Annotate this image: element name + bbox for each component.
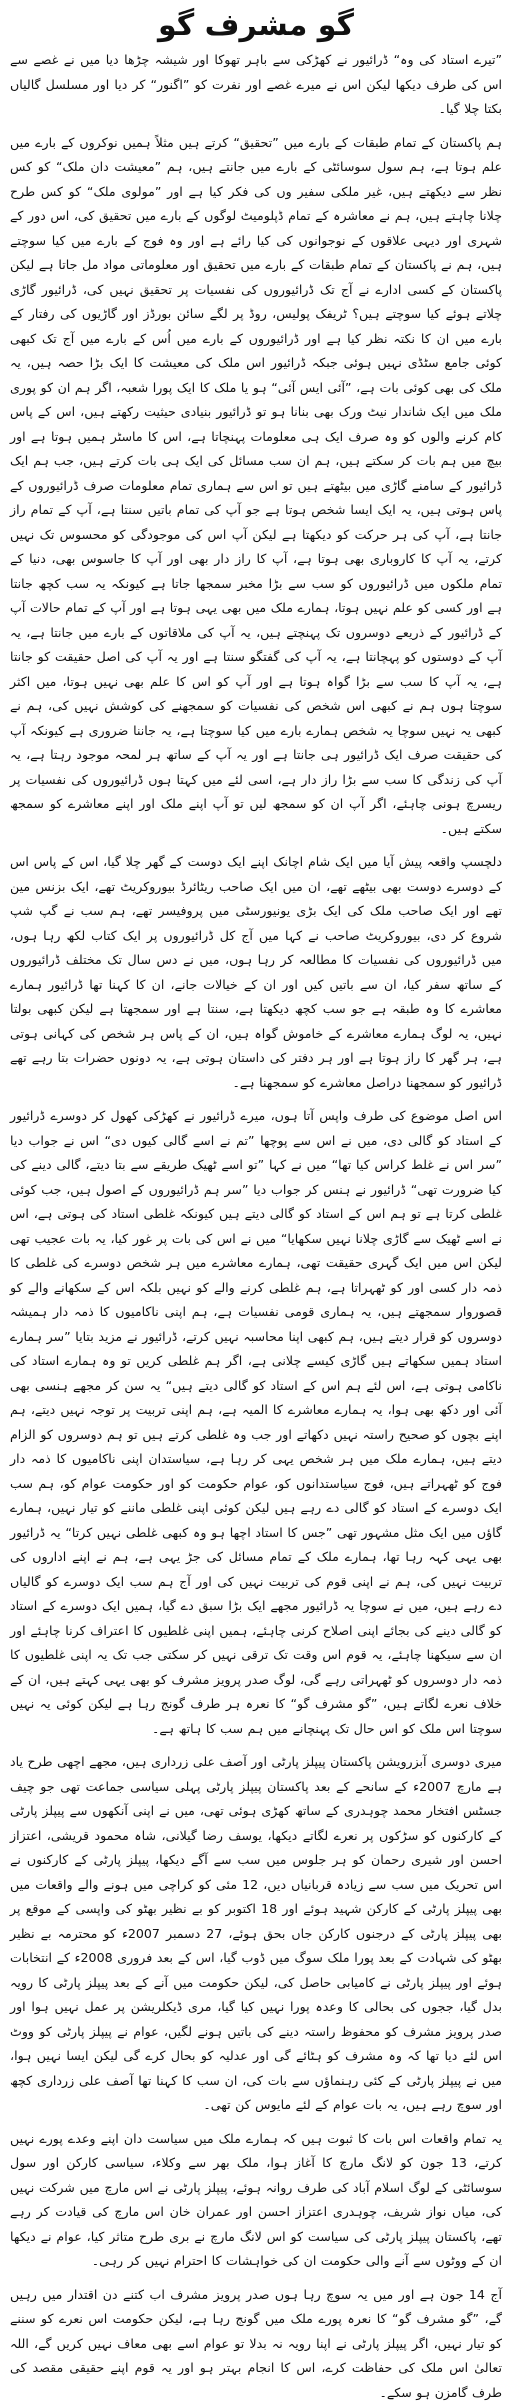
article-paragraph: میری دوسری آبزرویشن پاکستان پیپلز پارٹی اور آصف علی زرداری ہیں، مجھے اچھی طرح یاد ہے مارچ 2007ء کے سانحے کے بعد پاکستان پیپلز پارٹی پہلی سیاسی جماعت تھی جو چیف جسٹس افتخار محمد چوہدری کے ساتھ کھڑی ہوئی تھی، میں نے اپنی آنکھوں سے پیپلز پارٹی کے کارکنوں کو سڑکوں پر نعرے لگاتے دیکھا، یوسف رضا گیلانی، شاہ محمود قریشی، اعتزاز احسن اور شیری رحمان کو ہر جلوس میں سب سے آگے دیکھا، پیپلز پارٹی کے کارکنوں نے اس تحریک میں سب سے زیادہ قربانیاں دیں، 12 مئی کو کراچی میں ہونے والے واقعات میں بھی پیپلز پارٹی کے کارکن شہید ہوئے اور 18 اکتوبر کو بے نظیر بھٹو کی واپسی کے موقع پر بھی پیپلز پارٹی کے درجنوں کارکن جاں بحق ہوئے، 27 دسمبر 2007ء کو محترمہ بے نظیر بھٹو کی شہادت کے بعد پورا ملک سوگ میں ڈوب گیا، اس کے بعد فروری 2008ء کے انتخابات ہوئے اور پیپلز پارٹی نے کامیابی حاصل کی، لیکن حکومت میں آنے کے بعد پیپلز پارٹی کا رویہ بدل گیا، ججوں کی بحالی کا وعدہ پورا نہیں کیا گیا، مری ڈیکلریشن پر عمل نہیں ہوا اور صدر پرویز مشرف کو محفوظ راستہ دینے کی باتیں ہونے لگیں، عوام نے پیپلز پارٹی کو ووٹ اس لئے دیا تھا کہ وہ مشرف کو ہٹائے گی اور عدلیہ کو بحال کرے گی لیکن ایسا نہیں ہوا، میں نے پیپلز پارٹی کے کئی رہنماؤں سے بات کی، ان سب کا کہنا تھا آصف علی زرداری کچھ اور سوچ رہے ہیں، یہ بات عوام کے لئے مایوس کن تھی۔ xyxy=(10,1750,502,2118)
article-paragraph: دلچسپ واقعہ پیش آیا میں ایک شام اچانک اپنے ایک دوست کے گھر چلا گیا، اس کے پاس اس کے دوسرے دوست بھی بیٹھے تھے، ان میں ایک صاحب ریٹائرڈ بیوروکریٹ تھے، ایک بزنس مین تھے اور ایک صاحب ملک کی ایک بڑی یونیورسٹی میں پروفیسر تھے، ہم سب نے گپ شپ شروع کر دی، بیوروکریٹ صاحب نے کہا میں آج کل ڈرائیوروں پر ایک کتاب لکھ رہا ہوں، میں ڈرائیوروں کی نفسیات کا مطالعہ کر رہا ہوں، میں نے دس سال تک مختلف ڈرائیوروں کے ساتھ سفر کیا، ان سے باتیں کیں اور ان کے خیالات جانے، ان کا کہنا تھا ڈرائیور ہمارے معاشرے کا وہ طبقہ ہے جو سب کچھ دیکھتا ہے، سنتا ہے اور سمجھتا ہے لیکن کبھی بولتا نہیں، یہ لوگ ہمارے معاشرے کے خاموش گواہ ہیں، ان کے پاس ہر شخص کی کہانی ہوتی ہے، ہر گھر کا راز ہوتا ہے اور ہر دفتر کی داستان ہوتی ہے، یہ دونوں حضرات بتا رہے تھے ڈرائیور کو سمجھنا دراصل معاشرے کو سمجھنا ہے۔ xyxy=(10,850,502,1095)
article-paragraph: آج 14 جون ہے اور میں یہ سوچ رہا ہوں صدر پرویز مشرف اب کتنے دن اقتدار میں رہیں گے، ”گو مشرف گو“ کا نعرہ پورے ملک میں گونج رہا ہے، لیکن حکومت اس نعرے کو سننے کو تیار نہیں، اگر پیپلز پارٹی نے اپنا رویہ نہ بدلا تو عوام اسے بھی معاف نہیں کریں گے، اللہ تعالیٰ اس ملک کی حفاظت کرے، اس کا انجام بہتر ہو اور یہ قوم اپنے حقیقی مقصد کی طرف گامزن ہو سکے۔ xyxy=(10,2283,502,2405)
article-paragraph: ہم پاکستان کے تمام طبقات کے بارے میں ”تحقیق“ کرتے ہیں مثلاً ہمیں نوکروں کے بارے میں علم ہوتا ہے، ہم سول سوسائٹی کے بارے میں جانتے ہیں، ہم ”معیشت دان ملک“ کو کس نظر سے دیکھتے ہیں، غیر ملکی سفیر وں کی فکر کیا ہے اور ”مولوی ملک“ کو کس طرح چلانا چاہتے ہیں، ہم نے معاشرہ کے تمام ڈپلومیٹ لوگوں کے بارے میں تحقیق کی، اس دور کے شہری اور دیہی علاقوں کے نوجوانوں کی کیا رائے ہے اور وہ فوج کے بارے میں کیا سوچتے ہیں، ہم نے پاکستان کے تمام طبقات کے بارے میں تحقیق اور معلوماتی مواد مل جاتا ہے لیکن پاکستان کے کسی ادارے نے آج تک ڈرائیوروں کی نفسیات پر تحقیق نہیں کی، ڈرائیور گاڑی چلاتے ہوئے کیا سوچتے ہیں؟ ٹریفک پولیس، روڈ پر لگے سائن بورڈز اور گاڑیوں کی رفتار کے بارے میں ان کا نکتہ نظر کیا ہے اور ڈرائیوروں کے بارے میں اُس کے بارے میں آج تک کبھی کوئی جامع سٹڈی نہیں ہوئی جبکہ ڈرائیور اس ملک کی معیشت کا ایک بڑا حصہ ہیں، یہ ملک کی بھی کوئی بات ہے، ”آئی ایس آئی“ ہو یا ملک کا ایک پورا شعبہ، اگر ہم ان کو پوری ملک میں ایک شاندار نیٹ ورک بھی بنانا ہو تو ڈرائیور بنیادی حیثیت رکھتے ہیں، اس کے پاس کام کرنے والوں کو وہ صرف ایک ہی معلومات پہنچاتا ہے، اس کا ماسٹر ہمیں ہوتا ہے اور بیچ میں ہم بات کر سکتے ہیں، ہم ان سب مسائل کی ایک ہی بات کرتے ہیں، جب ہم ایک ڈرائیور کے سامنے گاڑی میں بیٹھتے ہیں تو اس سے ہماری تمام معلومات صرف ڈرائیوروں کے پاس ہوتی ہیں، یہ ایک ایسا شخص ہوتا ہے جو آپ کی تمام باتیں سنتا ہے، آپ کے تمام راز جانتا ہے، آپ کی ہر حرکت کو دیکھتا ہے لیکن آپ اس کی موجودگی کو محسوس تک نہیں کرتے، یہ آپ کا کاروباری بھی ہوتا ہے، آپ کا راز دار بھی اور آپ کا جاسوس بھی، دنیا کے تمام ملکوں میں ڈرائیوروں کو سب سے بڑا مخبر سمجھا جاتا ہے کیونکہ یہ سب کچھ جانتا ہے اور کسی کو علم نہیں ہوتا، ہمارے ملک میں بھی یہی ہوتا ہے اور آپ کے تمام حالات آپ کے ڈرائیور کے ذریعے دوسروں تک پہنچتے ہیں، یہ آپ کی ملاقاتوں کے بارے میں جانتا ہے، یہ آپ کے دوستوں کو پہچانتا ہے، یہ آپ کی گفتگو سنتا ہے اور یہ آپ کی اصل حقیقت کو جانتا ہے، یہ آپ کا سب سے بڑا گواہ ہوتا ہے اور آپ کو اس کا علم بھی نہیں ہوتا، میں اکثر سوچتا ہوں ہم نے کبھی اس شخص کی نفسیات کو سمجھنے کی کوشش نہیں کی، ہم نے کبھی یہ نہیں سوچا یہ شخص ہمارے بارے میں کیا سوچتا ہے، یہ جاننا ضروری ہے کیونکہ آپ کی حقیقت صرف ایک ڈرائیور ہی جانتا ہے اور یہ آپ کے ساتھ ہر لمحہ موجود رہتا ہے، یہ آپ کی زندگی کا سب سے بڑا راز دار ہے، اسی لئے میں کہتا ہوں ڈرائیوروں کی نفسیات پر ریسرچ ہونی چاہئے، اگر آپ ان کو سمجھ لیں تو آپ اپنے ملک اور اپنے معاشرے کو سمجھ سکتے ہیں۔ xyxy=(10,131,502,842)
article-headline: گو مشرف گو xyxy=(10,8,502,44)
article-paragraph: اس اصل موضوع کی طرف واپس آتا ہوں، میرے ڈرائیور نے کھڑکی کھول کر دوسرے ڈرائیور کے استاد کو گالی دی، میں نے اس سے پوچھا ”تم نے اسے گالی کیوں دی“ اس نے جواب دیا ”سر اس نے غلط کراس کیا تھا“ میں نے کہا ”تو اسے ٹھیک طریقے سے بتا دیتے، گالی دینے کی کیا ضرورت تھی“ ڈرائیور نے ہنس کر جواب دیا ”سر ہم ڈرائیوروں کے اصول ہیں، جب کوئی غلطی کرتا ہے تو ہم اس کے استاد کو گالی دیتے ہیں کیونکہ غلطی استاد کی ہوتی ہے، اس نے اسے ٹھیک سے گاڑی چلانا نہیں سکھایا“ میں نے اس کی بات پر غور کیا، یہ بات عجیب تھی لیکن اس میں ایک گہری حقیقت تھی، ہمارے معاشرے میں ہر شخص دوسرے کی غلطی کا ذمہ دار کسی اور کو ٹھہراتا ہے، ہم غلطی کرنے والے کو نہیں بلکہ اس کے سکھانے والے کو قصوروار سمجھتے ہیں، یہ ہماری قومی نفسیات ہے، ہم اپنی ناکامیوں کا ذمہ دار ہمیشہ دوسروں کو قرار دیتے ہیں، ہم کبھی اپنا محاسبہ نہیں کرتے، ڈرائیور نے مزید بتایا ”سر ہمارے استاد ہمیں سکھاتے ہیں گاڑی کیسے چلانی ہے، اگر ہم غلطی کریں تو وہ ہمارے استاد کی ناکامی ہوتی ہے، اس لئے ہم اس کے استاد کو گالی دیتے ہیں“ یہ سن کر مجھے ہنسی بھی آئی اور دکھ بھی ہوا، یہ ہمارے معاشرے کا المیہ ہے، ہم اپنی تربیت پر توجہ نہیں دیتے، ہم اپنے بچوں کو صحیح راستہ نہیں دکھاتے اور جب وہ غلطی کرتے ہیں تو ہم دوسروں کو الزام دیتے ہیں، ہمارے ملک میں ہر شخص یہی کر رہا ہے، سیاستدان اپنی ناکامیوں کا ذمہ دار فوج کو ٹھہراتے ہیں، فوج سیاستدانوں کو، عوام حکومت کو اور حکومت عوام کو، ہم سب ایک دوسرے کے استاد کو گالی دے رہے ہیں لیکن کوئی اپنی غلطی ماننے کو تیار نہیں، ہمارے گاؤں میں ایک مثل مشہور تھی ”جس کا استاد اچھا ہو وہ کبھی غلطی نہیں کرتا“ یہ ڈرائیور بھی یہی کہہ رہا تھا، ہمارے ملک کے تمام مسائل کی جڑ یہی ہے، ہم نے اپنے اداروں کی تربیت نہیں کی، ہم نے اپنی قوم کی تربیت نہیں کی اور آج ہم سب ایک دوسرے کو گالیاں دے رہے ہیں، میں نے سوچا یہ ڈرائیور مجھے ایک بڑا سبق دے گیا، ہمیں ایک دوسرے کے استاد کو گالی دینے کی بجائے اپنی اصلاح کرنی چاہئے، ہمیں اپنی غلطیوں کا اعتراف کرنا چاہئے اور ان سے سیکھنا چاہئے، یہ قوم اس وقت تک ترقی نہیں کر سکتی جب تک یہ اپنی غلطیوں کا ذمہ دار دوسروں کو ٹھہراتی رہے گی، لوگ صدر پرویز مشرف کو بھی یہی کہتے ہیں، ان کے خلاف نعرے لگاتے ہیں، ”گو مشرف گو“ کا نعرہ ہر طرف گونج رہا ہے لیکن کوئی یہ نہیں سوچتا اس ملک کو اس حال تک پہنچانے میں ہم سب کا ہاتھ ہے۔ xyxy=(10,1104,502,1741)
article-paragraph: یہ تمام واقعات اس بات کا ثبوت ہیں کہ ہمارے ملک میں سیاست دان اپنے وعدے پورے نہیں کرتے، 13 جون کو لانگ مارچ کا آغاز ہوا، ملک بھر سے وکلاء، سیاسی کارکن اور سول سوسائٹی کے لوگ اسلام آباد کی طرف روانہ ہوئے، پیپلز پارٹی نے اس مارچ میں شرکت نہیں کی، میاں نواز شریف، چوہدری اعتزاز احسن اور عمران خان اس مارچ کی قیادت کر رہے تھے، پاکستان پیپلز پارٹی کی سیاست کو اس لانگ مارچ نے بری طرح متاثر کیا، عوام نے دیکھا ان کے ووٹوں سے آنے والی حکومت ان کی خواہشات کا احترام نہیں کر رہی۔ xyxy=(10,2127,502,2274)
article-paragraph: ”تیرے استاد کی وہ“ ڈرائیور نے کھڑکی سے باہر تھوکا اور شیشہ چڑھا دیا میں نے غصے سے اس کی طرف دیکھا لیکن اس نے میرے غصے اور نفرت کو ”اگنور“ کر دیا اور مسلسل گالیاں بکتا چلا گیا۔ xyxy=(10,48,502,122)
article-body xyxy=(10,48,502,2405)
